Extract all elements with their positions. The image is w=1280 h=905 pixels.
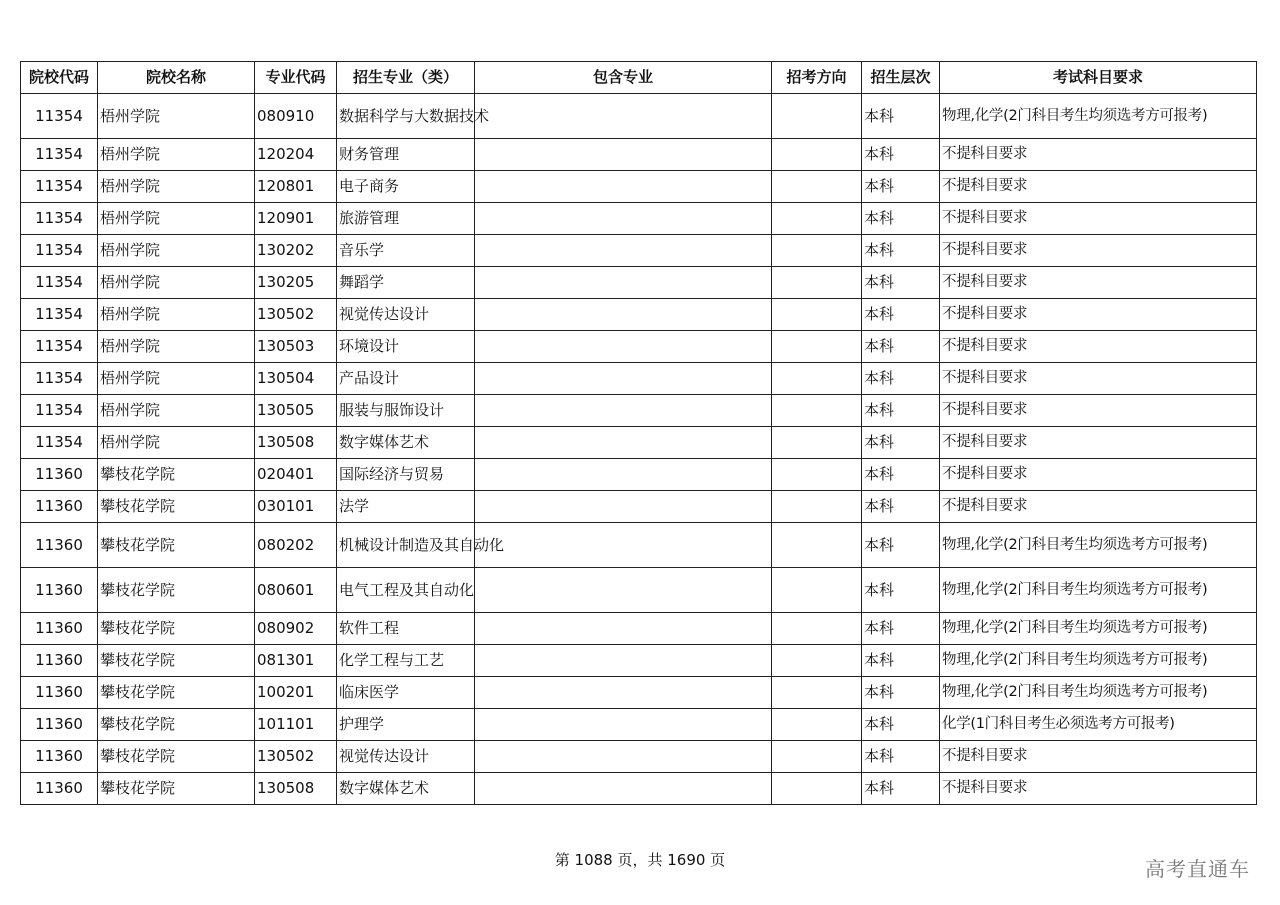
major-code-cell: 130504: [255, 363, 337, 395]
major-cell: 音乐学: [337, 235, 475, 267]
requirement-cell: 不提科目要求: [940, 395, 1257, 427]
level-cell: 本科: [862, 94, 940, 139]
major-cell: 数据科学与大数据技术: [337, 94, 475, 139]
included-majors-cell: [475, 235, 772, 267]
table-row: [21, 331, 1257, 363]
table-row: [21, 709, 1257, 741]
major-cell: 数字媒体艺术: [337, 427, 475, 459]
table-row: [21, 523, 1257, 568]
direction-cell: [772, 203, 862, 235]
major-code-cell: 120801: [255, 171, 337, 203]
included-majors-cell: [475, 331, 772, 363]
included-majors-cell: [475, 645, 772, 677]
level-cell: 本科: [862, 331, 940, 363]
header-major: 招生专业（类）: [337, 62, 475, 94]
requirement-cell: 不提科目要求: [940, 235, 1257, 267]
major-code-cell: 130508: [255, 773, 337, 805]
requirement-cell: 不提科目要求: [940, 139, 1257, 171]
table-row: [21, 741, 1257, 773]
included-majors-cell: [475, 677, 772, 709]
table-row: [21, 491, 1257, 523]
level-cell: 本科: [862, 395, 940, 427]
table-row: [21, 94, 1257, 139]
level-cell: 本科: [862, 363, 940, 395]
major-code-cell: 130502: [255, 741, 337, 773]
requirement-cell: 不提科目要求: [940, 299, 1257, 331]
major-code-cell: 120901: [255, 203, 337, 235]
direction-cell: [772, 773, 862, 805]
direction-cell: [772, 139, 862, 171]
level-cell: 本科: [862, 459, 940, 491]
table-row: [21, 363, 1257, 395]
included-majors-cell: [475, 94, 772, 139]
direction-cell: [772, 171, 862, 203]
included-majors-cell: [475, 363, 772, 395]
school-code-cell: 11360: [21, 613, 98, 645]
school-name-cell: 攀枝花学院: [98, 491, 255, 523]
school-code-cell: 11354: [21, 139, 98, 171]
school-name-cell: 梧州学院: [98, 203, 255, 235]
major-code-cell: 080202: [255, 523, 337, 568]
school-code-cell: 11354: [21, 427, 98, 459]
school-name-cell: 梧州学院: [98, 171, 255, 203]
direction-cell: [772, 459, 862, 491]
included-majors-cell: [475, 203, 772, 235]
page-number-footer: 第 1088 页，共 1690 页: [554, 851, 726, 869]
major-cell: 电气工程及其自动化: [337, 568, 475, 613]
major-code-cell: 130502: [255, 299, 337, 331]
major-cell: 国际经济与贸易: [337, 459, 475, 491]
major-cell: 舞蹈学: [337, 267, 475, 299]
school-name-cell: 攀枝花学院: [98, 741, 255, 773]
major-cell: 视觉传达设计: [337, 299, 475, 331]
school-code-cell: 11354: [21, 267, 98, 299]
requirement-cell: 化学(1门科目考生必须选考方可报考): [940, 709, 1257, 741]
school-name-cell: 梧州学院: [98, 331, 255, 363]
direction-cell: [772, 568, 862, 613]
direction-cell: [772, 299, 862, 331]
requirement-cell: 不提科目要求: [940, 267, 1257, 299]
major-code-cell: 130202: [255, 235, 337, 267]
school-code-cell: 11354: [21, 203, 98, 235]
major-code-cell: 101101: [255, 709, 337, 741]
table-row: [21, 677, 1257, 709]
requirement-cell: 不提科目要求: [940, 459, 1257, 491]
major-code-cell: 081301: [255, 645, 337, 677]
admissions-table: [20, 61, 1257, 805]
direction-cell: [772, 363, 862, 395]
major-cell: 机械设计制造及其自动化: [337, 523, 475, 568]
major-code-cell: 120204: [255, 139, 337, 171]
header-direction: 招考方向: [772, 62, 862, 94]
major-cell: 产品设计: [337, 363, 475, 395]
school-code-cell: 11360: [21, 459, 98, 491]
school-name-cell: 梧州学院: [98, 299, 255, 331]
direction-cell: [772, 94, 862, 139]
included-majors-cell: [475, 171, 772, 203]
level-cell: 本科: [862, 741, 940, 773]
direction-cell: [772, 235, 862, 267]
school-name-cell: 攀枝花学院: [98, 613, 255, 645]
requirement-cell: 物理,化学(2门科目考生均须选考方可报考): [940, 613, 1257, 645]
requirement-cell: 物理,化学(2门科目考生均须选考方可报考): [940, 523, 1257, 568]
level-cell: 本科: [862, 677, 940, 709]
school-name-cell: 梧州学院: [98, 427, 255, 459]
major-cell: 护理学: [337, 709, 475, 741]
requirement-cell: 不提科目要求: [940, 171, 1257, 203]
school-name-cell: 攀枝花学院: [98, 645, 255, 677]
direction-cell: [772, 613, 862, 645]
level-cell: 本科: [862, 523, 940, 568]
table-row: [21, 203, 1257, 235]
level-cell: 本科: [862, 709, 940, 741]
included-majors-cell: [475, 427, 772, 459]
school-code-cell: 11360: [21, 677, 98, 709]
level-cell: 本科: [862, 773, 940, 805]
included-majors-cell: [475, 773, 772, 805]
table-row: [21, 267, 1257, 299]
school-code-cell: 11360: [21, 645, 98, 677]
level-cell: 本科: [862, 645, 940, 677]
school-name-cell: 梧州学院: [98, 139, 255, 171]
direction-cell: [772, 491, 862, 523]
major-code-cell: 030101: [255, 491, 337, 523]
direction-cell: [772, 427, 862, 459]
header-requirement: 考试科目要求: [940, 62, 1257, 94]
level-cell: 本科: [862, 171, 940, 203]
level-cell: 本科: [862, 568, 940, 613]
major-cell: 化学工程与工艺: [337, 645, 475, 677]
table-row: [21, 139, 1257, 171]
requirement-cell: 不提科目要求: [940, 203, 1257, 235]
table-header-row: [21, 62, 1257, 94]
major-cell: 电子商务: [337, 171, 475, 203]
major-code-cell: 130505: [255, 395, 337, 427]
included-majors-cell: [475, 568, 772, 613]
major-code-cell: 130508: [255, 427, 337, 459]
direction-cell: [772, 523, 862, 568]
school-code-cell: 11360: [21, 741, 98, 773]
school-name-cell: 攀枝花学院: [98, 523, 255, 568]
included-majors-cell: [475, 459, 772, 491]
included-majors-cell: [475, 741, 772, 773]
school-name-cell: 梧州学院: [98, 267, 255, 299]
requirement-cell: 物理,化学(2门科目考生均须选考方可报考): [940, 568, 1257, 613]
school-name-cell: 攀枝花学院: [98, 677, 255, 709]
major-code-cell: 100201: [255, 677, 337, 709]
direction-cell: [772, 331, 862, 363]
table-row: [21, 773, 1257, 805]
school-code-cell: 11354: [21, 235, 98, 267]
requirement-cell: 不提科目要求: [940, 773, 1257, 805]
included-majors-cell: [475, 139, 772, 171]
level-cell: 本科: [862, 299, 940, 331]
direction-cell: [772, 677, 862, 709]
major-cell: 法学: [337, 491, 475, 523]
school-code-cell: 11360: [21, 709, 98, 741]
school-code-cell: 11354: [21, 171, 98, 203]
school-name-cell: 攀枝花学院: [98, 709, 255, 741]
school-name-cell: 攀枝花学院: [98, 568, 255, 613]
requirement-cell: 不提科目要求: [940, 331, 1257, 363]
table-row: [21, 395, 1257, 427]
major-cell: 财务管理: [337, 139, 475, 171]
header-major-code: 专业代码: [255, 62, 337, 94]
header-school-code: 院校代码: [21, 62, 98, 94]
school-code-cell: 11360: [21, 491, 98, 523]
included-majors-cell: [475, 523, 772, 568]
level-cell: 本科: [862, 427, 940, 459]
table-row: [21, 299, 1257, 331]
included-majors-cell: [475, 491, 772, 523]
included-majors-cell: [475, 709, 772, 741]
requirement-cell: 不提科目要求: [940, 427, 1257, 459]
major-cell: 服装与服饰设计: [337, 395, 475, 427]
major-cell: 软件工程: [337, 613, 475, 645]
school-code-cell: 11354: [21, 94, 98, 139]
included-majors-cell: [475, 299, 772, 331]
requirement-cell: 不提科目要求: [940, 491, 1257, 523]
direction-cell: [772, 709, 862, 741]
table-row: [21, 427, 1257, 459]
school-name-cell: 攀枝花学院: [98, 773, 255, 805]
school-code-cell: 11360: [21, 523, 98, 568]
major-cell: 旅游管理: [337, 203, 475, 235]
major-cell: 环境设计: [337, 331, 475, 363]
table-row: [21, 568, 1257, 613]
table-row: [21, 459, 1257, 491]
school-name-cell: 梧州学院: [98, 363, 255, 395]
level-cell: 本科: [862, 267, 940, 299]
school-code-cell: 11354: [21, 363, 98, 395]
school-name-cell: 梧州学院: [98, 395, 255, 427]
table-row: [21, 235, 1257, 267]
requirement-cell: 不提科目要求: [940, 363, 1257, 395]
major-cell: 数字媒体艺术: [337, 773, 475, 805]
direction-cell: [772, 395, 862, 427]
school-code-cell: 11360: [21, 773, 98, 805]
school-code-cell: 11360: [21, 568, 98, 613]
direction-cell: [772, 645, 862, 677]
table-row: [21, 171, 1257, 203]
table-row: [21, 613, 1257, 645]
level-cell: 本科: [862, 235, 940, 267]
major-cell: 视觉传达设计: [337, 741, 475, 773]
table-row: [21, 645, 1257, 677]
header-included-majors: 包含专业: [475, 62, 772, 94]
major-code-cell: 130205: [255, 267, 337, 299]
requirement-cell: 物理,化学(2门科目考生均须选考方可报考): [940, 677, 1257, 709]
header-school-name: 院校名称: [98, 62, 255, 94]
direction-cell: [772, 267, 862, 299]
level-cell: 本科: [862, 203, 940, 235]
major-code-cell: 020401: [255, 459, 337, 491]
header-level: 招生层次: [862, 62, 940, 94]
included-majors-cell: [475, 267, 772, 299]
requirement-cell: 不提科目要求: [940, 741, 1257, 773]
school-code-cell: 11354: [21, 395, 98, 427]
watermark-logo-text: 高考直通车: [1145, 857, 1250, 881]
school-name-cell: 梧州学院: [98, 235, 255, 267]
school-code-cell: 11354: [21, 331, 98, 363]
direction-cell: [772, 741, 862, 773]
requirement-cell: 物理,化学(2门科目考生均须选考方可报考): [940, 645, 1257, 677]
included-majors-cell: [475, 613, 772, 645]
requirement-cell: 物理,化学(2门科目考生均须选考方可报考): [940, 94, 1257, 139]
included-majors-cell: [475, 395, 772, 427]
level-cell: 本科: [862, 139, 940, 171]
school-name-cell: 攀枝花学院: [98, 459, 255, 491]
school-name-cell: 梧州学院: [98, 94, 255, 139]
major-code-cell: 130503: [255, 331, 337, 363]
major-cell: 临床医学: [337, 677, 475, 709]
level-cell: 本科: [862, 613, 940, 645]
level-cell: 本科: [862, 491, 940, 523]
school-code-cell: 11354: [21, 299, 98, 331]
major-code-cell: 080601: [255, 568, 337, 613]
major-code-cell: 080910: [255, 94, 337, 139]
major-code-cell: 080902: [255, 613, 337, 645]
